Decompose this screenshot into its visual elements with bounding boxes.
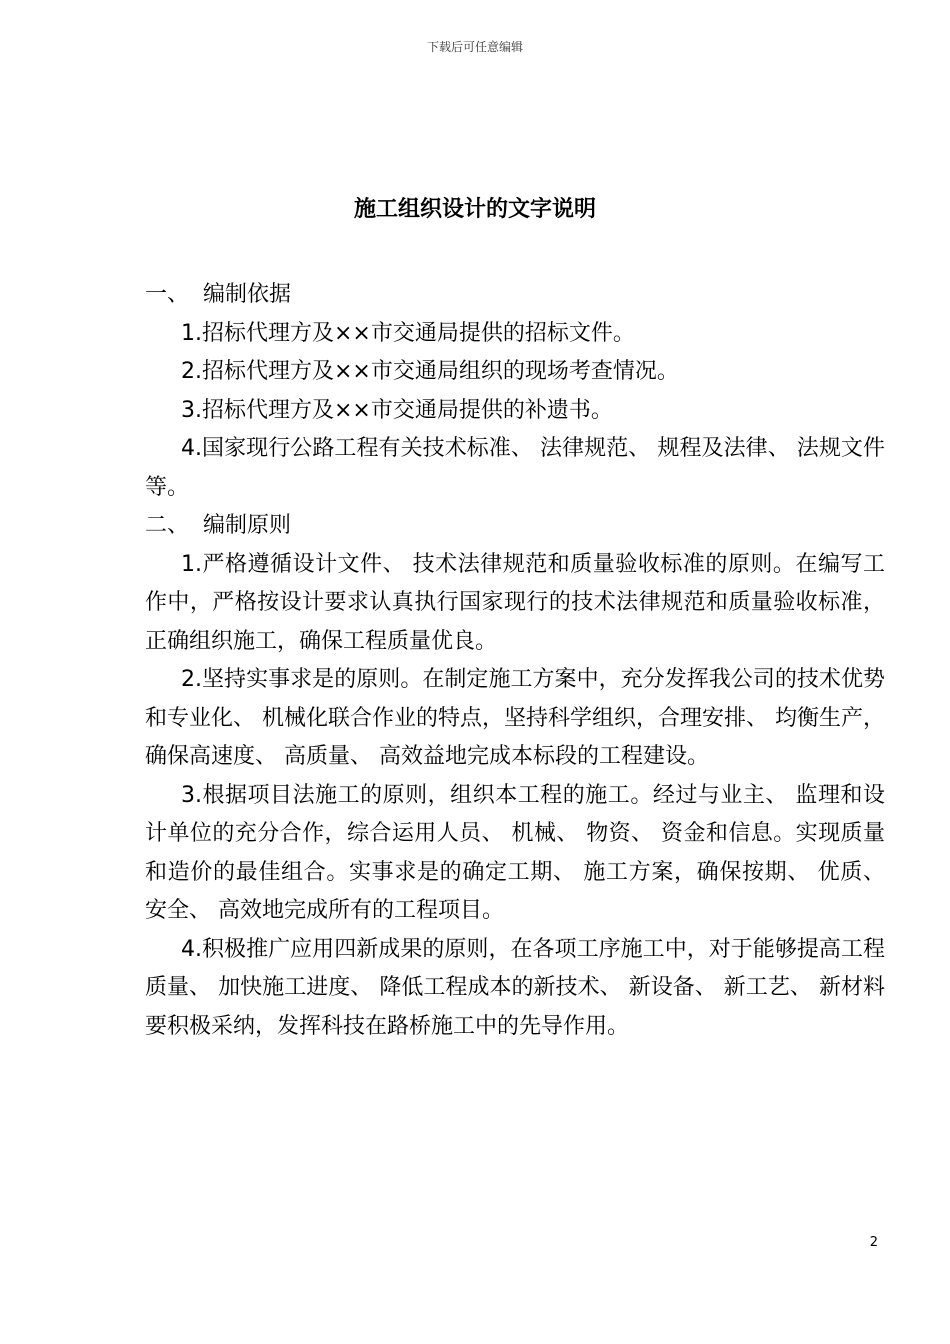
section-title: 编制原则 (203, 513, 292, 538)
basis-item-1: 1.招标代理方及××市交通局提供的招标文件。 (181, 320, 635, 346)
section-title: 编制依据 (203, 282, 292, 307)
section-number: 二、 (145, 513, 190, 538)
section-number: 一、 (145, 282, 190, 307)
principle-item-3: 3.根据项目法施工的原则，组织本工程的施工。经过与业主、 监理和设计单位的充分合作，综合运用人员、 机械、 物资、 资金和信息。实现质量和造价的最佳组合。实事求是的确定工期、 施工方案，确保按期、 优质、 安全、 高效地完成所有的工程项目。 (145, 782, 885, 923)
section-heading-principles (145, 507, 885, 546)
section-heading-basis (145, 276, 885, 315)
principle-item-1: 1.严格遵循设计文件、 技术法律规范和质量验收标准的原则。在编写工作中，严格按设计要求认真执行国家现行的技术法律规范和质量验收标准，正确组织施工，确保工程质量优良。 (145, 551, 885, 654)
page-number: 2 (869, 1235, 878, 1250)
document-body (145, 276, 885, 1046)
basis-item-2: 2.招标代理方及××市交通局组织的现场考查情况。 (181, 359, 679, 384)
basis-item-4: 4.国家现行公路工程有关技术标准、 法律规范、 规程及法律、 法规文件等。 (145, 436, 885, 500)
basis-item-3: 3.招标代理方及××市交通局提供的补遗书。 (181, 397, 613, 423)
principle-item-4: 4.积极推广应用四新成果的原则，在各项工序施工中，对于能够提高工程质量、 加快施工进度、 降低工程成本的新技术、 新设备、 新工艺、 新材料要积极采纳，发挥科技在路桥施工中的先导作用。 (145, 936, 885, 1039)
document-title: 施工组织设计的文字说明 (353, 197, 596, 222)
header-note: 下载后可任意编辑 (426, 40, 523, 54)
principle-item-2: 2.坚持实事求是的原则。在制定施工方案中，充分发挥我公司的技术优势和专业化、 机械化联合作业的特点，坚持科学组织，合理安排、 均衡生产，确保高速度、 高质量、 高效益地完成本标段的工程建设。 (145, 667, 885, 769)
